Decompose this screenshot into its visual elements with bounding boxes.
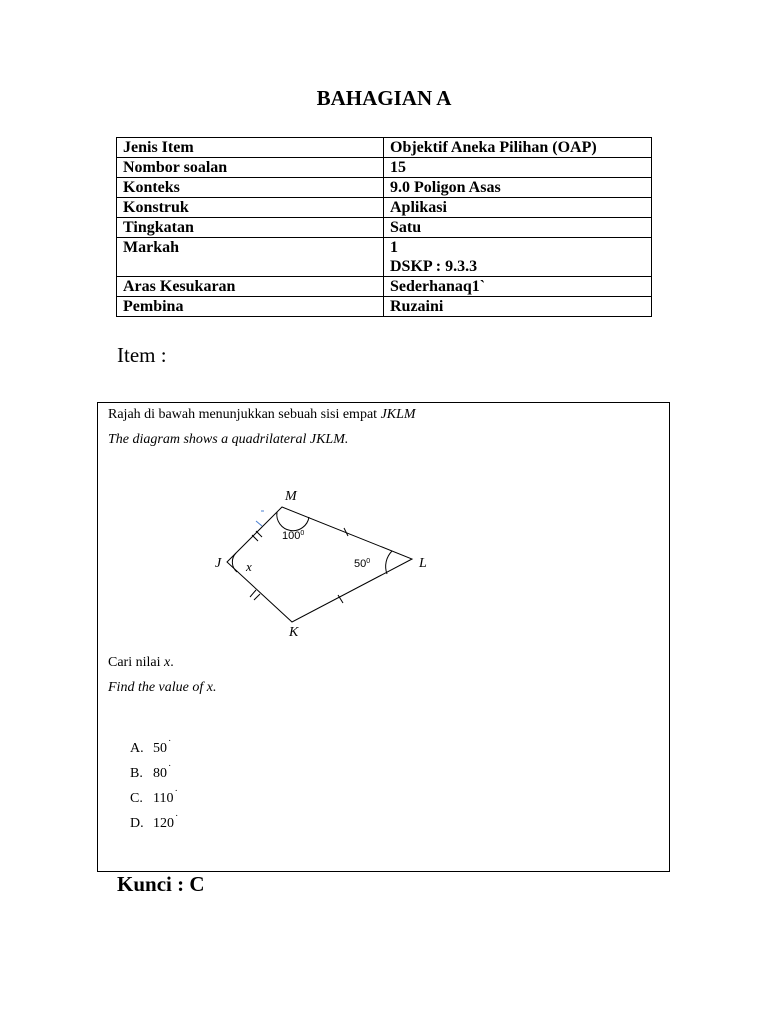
- table-cell-key: Tingkatan: [117, 218, 384, 238]
- question-line-english: The diagram shows a quadrilateral JKLM.: [108, 432, 349, 447]
- option-value: 80: [153, 766, 167, 781]
- option-d[interactable]: [130, 811, 178, 836]
- option-letter: A.: [130, 741, 144, 756]
- table-cell-key: Markah: [117, 238, 384, 277]
- option-b[interactable]: [130, 761, 178, 786]
- section-heading: BAHAGIAN A: [316, 86, 452, 110]
- table-row: [117, 178, 652, 198]
- degree-mark: ˙: [168, 739, 172, 750]
- find-variable: x: [164, 655, 171, 670]
- table-cell-value: Objektif Aneka Pilihan (OAP): [384, 138, 652, 158]
- option-value: 110: [153, 791, 174, 806]
- table-cell-value: 9.0 Poligon Asas: [384, 178, 652, 198]
- find-end: .: [170, 655, 174, 670]
- option-a[interactable]: [130, 736, 178, 761]
- angle-label-l: $50^0$: [354, 558, 371, 570]
- table-cell-key: Jenis Item: [117, 138, 384, 158]
- option-c[interactable]: [130, 786, 178, 811]
- find-text: Cari nilai: [108, 655, 164, 670]
- table-cell-value: Sederhanaq1`: [384, 277, 652, 297]
- degree-mark: ˙: [174, 789, 178, 800]
- question-line-find-english: Find the value of x.: [108, 680, 217, 695]
- table-row: [117, 297, 652, 317]
- option-letter: B.: [130, 766, 143, 781]
- vertex-label-m: M: [285, 489, 297, 504]
- option-letter: C.: [130, 791, 143, 806]
- table-cell-value: 15: [384, 158, 652, 178]
- vertex-label-j: J: [215, 556, 222, 571]
- table-cell-value: Satu: [384, 218, 652, 238]
- degree-mark: ˙: [175, 814, 179, 825]
- table-cell-value: [384, 238, 652, 277]
- question-text: Rajah di bawah menunjukkan sebuah sisi empat: [108, 407, 381, 422]
- option-value: 50: [153, 741, 167, 756]
- degree-mark: ˙: [168, 764, 172, 775]
- table-cell-value: Aplikasi: [384, 198, 652, 218]
- item-metadata-table: [116, 137, 652, 317]
- table-cell-key: Aras Kesukaran: [117, 277, 384, 297]
- table-row: [117, 138, 652, 158]
- question-box: [97, 402, 670, 872]
- item-label: Item :: [117, 343, 167, 367]
- question-line-find-malay: [108, 655, 174, 671]
- question-variable: JKLM: [380, 407, 416, 422]
- quadrilateral-figure: [98, 403, 671, 643]
- option-letter: D.: [130, 816, 144, 831]
- table-cell-key: Konteks: [117, 178, 384, 198]
- tick-marks-jm: [252, 531, 262, 541]
- table-cell-key: Pembina: [117, 297, 384, 317]
- angle-label-j: x: [246, 559, 252, 574]
- table-row: [117, 277, 652, 297]
- option-value: 120: [153, 816, 174, 831]
- dskp-value: DSKP : 9.3.3: [390, 258, 478, 275]
- table-row: [117, 238, 652, 277]
- markah-value: 1: [390, 239, 398, 256]
- vertex-label-k: K: [289, 625, 299, 640]
- quadrilateral-jklm: [227, 507, 412, 622]
- angle-label-m: $100^0$: [282, 530, 305, 542]
- vertex-label-l: L: [419, 556, 427, 571]
- table-row: [117, 158, 652, 178]
- table-cell-value: Ruzaini: [384, 297, 652, 317]
- table-cell-key: Nombor soalan: [117, 158, 384, 178]
- stray-pen-marks: [256, 511, 264, 526]
- table-row: [117, 218, 652, 238]
- answer-key: Kunci : C: [117, 872, 205, 896]
- table-cell-key: Konstruk: [117, 198, 384, 218]
- answer-options: [130, 736, 178, 836]
- table-row: [117, 198, 652, 218]
- angle-arc-m: [277, 512, 309, 531]
